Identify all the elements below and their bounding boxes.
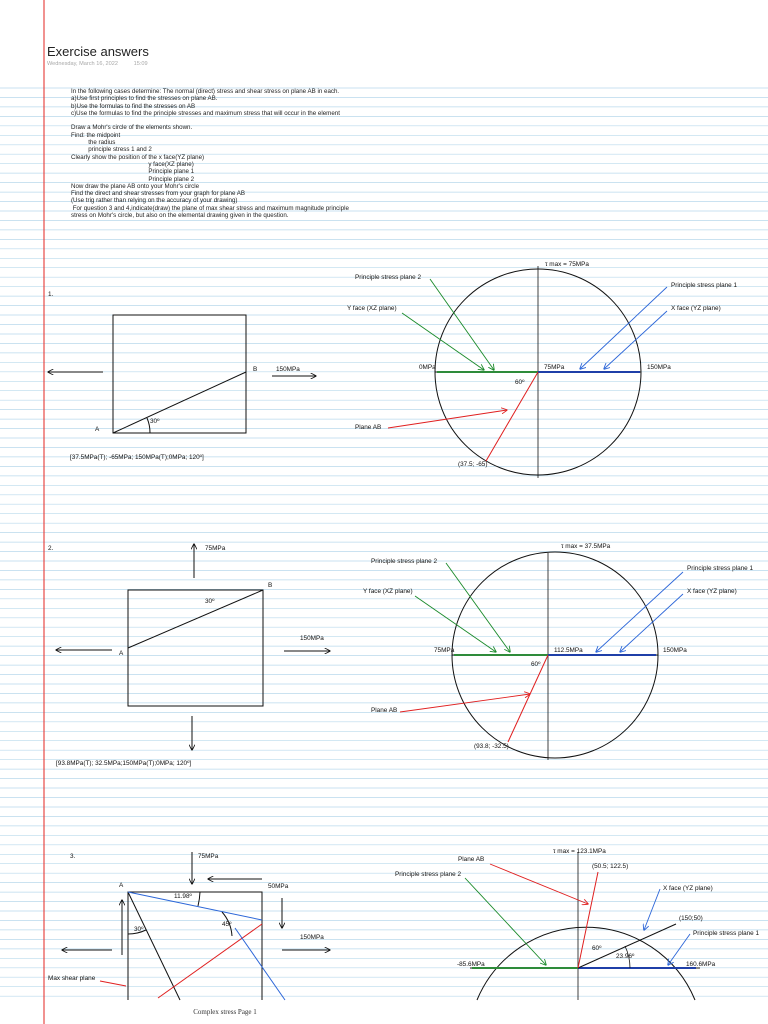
p1-element xyxy=(48,315,316,433)
p3-blue-plane xyxy=(128,892,262,920)
p3-arrow-pp2 xyxy=(465,878,546,965)
p3-left-value: -85.6MPa xyxy=(457,961,485,968)
p1-arrow-yface xyxy=(402,313,484,370)
p1-mohr-circle xyxy=(388,266,667,478)
p3-angle-2: 45º xyxy=(222,921,232,928)
p3-element xyxy=(62,852,330,1000)
page-title: Exercise answers xyxy=(47,44,149,59)
p2-tau-max: τ max = 37.5MPa xyxy=(561,543,611,550)
p1-center-value: 75MPa xyxy=(544,364,565,371)
p2-point-a: A xyxy=(119,650,124,657)
p3-arrow-planeab xyxy=(490,864,588,904)
p3-load-shear: 50MPa xyxy=(268,883,289,890)
p2-element xyxy=(56,544,330,750)
p3-right-value: 160.6MPa xyxy=(686,961,716,968)
p1-pp1-label: Principle stress plane 1 xyxy=(671,282,738,289)
p2-pp1-label: Principle stress plane 1 xyxy=(687,565,754,572)
p1-plane-ab xyxy=(113,372,246,433)
p3-point-a: A xyxy=(119,882,124,889)
instruction-line: Find the direct and shear stresses from your graph for plane AB xyxy=(71,190,246,198)
p2-load-y: 75MPa xyxy=(205,545,226,552)
p1-point-label: (37.5; -65) xyxy=(458,461,488,468)
p1-number: 1. xyxy=(48,291,54,298)
p1-tau-max: τ max = 75MPa xyxy=(545,261,589,268)
instruction-line: (Use trig rather than relying on the accuracy of your drawing) xyxy=(71,197,238,205)
p1-arrow-pp1 xyxy=(580,287,667,369)
p2-angle: 30º xyxy=(205,598,215,605)
instruction-line: Find: the midpoint xyxy=(71,131,121,139)
instruction-line: principle stress 1 and 2 xyxy=(71,146,152,154)
p2-point-label: (93.8; -32.5) xyxy=(474,743,509,750)
p2-plane-ab xyxy=(128,590,263,648)
p1-load-x: 150MPa xyxy=(276,366,300,373)
p1-pp2-label: Principle stress plane 2 xyxy=(355,274,422,281)
p3-point-x: (150;50) xyxy=(679,915,703,922)
p3-circle xyxy=(477,927,695,1000)
p3-angle-3: 30º xyxy=(134,926,144,933)
p2-arrow-yface xyxy=(415,596,496,652)
p3-angle-1: 11.98º xyxy=(174,893,192,900)
p2-element-square xyxy=(128,590,263,706)
p1-arrow-pp2 xyxy=(430,279,494,370)
instruction-line: the radius xyxy=(71,139,116,147)
instruction-line: y face(XZ plane) xyxy=(71,160,194,168)
p3-diagonal xyxy=(128,892,180,1000)
instruction-line: c)Use the formulas to find the principle stresses and maximum stress that will occur in the element xyxy=(71,109,340,117)
p3-pp2-label: Principle stress plane 2 xyxy=(395,871,462,878)
instruction-line: Principle plane 1 xyxy=(71,168,195,176)
p3-mohr-circle xyxy=(465,852,700,1000)
p3-mohr-angle-2: 23.96º xyxy=(616,953,635,960)
p3-blue-plane-2 xyxy=(235,928,285,1000)
p3-load-y: 75MPa xyxy=(198,853,219,860)
instruction-line: In the following cases determine: The normal (direct) stress and shear stress on plane AB in each. xyxy=(71,88,340,95)
p1-arrow-planeab xyxy=(388,410,507,428)
p1-mohr-angle: 60º xyxy=(515,379,525,386)
p2-answer: [93.8MPa(T); 32.5MPa;150MPa(T);0MPa; 120º] xyxy=(56,760,192,767)
p1-planeab-label: Plane AB xyxy=(355,424,382,431)
p3-mohr-angle-1: 60º xyxy=(592,945,602,952)
instruction-line: Now draw the plane AB onto your Mohr's circle xyxy=(71,182,200,190)
p3-number: 3. xyxy=(70,853,76,860)
time-text: 15:09 xyxy=(133,61,148,67)
p3-load-x: 150MPa xyxy=(300,934,324,941)
p2-right-value: 150MPa xyxy=(663,647,687,654)
p3-angle-arc-1 xyxy=(198,892,200,906)
p1-angle: 30º xyxy=(150,418,160,425)
p3-planeab-label: Plane AB xyxy=(458,856,485,863)
instruction-line: Draw a Mohr's circle of the elements shown. xyxy=(71,124,193,132)
p2-radius-ab xyxy=(508,655,548,742)
instruction-line: For question 3 and 4,indicate(draw) the plane of max shear stress and maximum magnitude principle xyxy=(71,204,349,212)
page-footer: Complex stress Page 1 xyxy=(193,1008,257,1016)
p3-max-shear-label: Max shear plane xyxy=(48,975,96,982)
p2-load-x: 150MPa xyxy=(300,635,324,642)
p2-mohr-circle xyxy=(400,552,683,760)
p1-left-value: 0MPa xyxy=(419,364,436,371)
p2-arrow-pp2 xyxy=(446,563,510,652)
p2-pp2-label: Principle stress plane 2 xyxy=(371,558,438,565)
instruction-line: Principle plane 2 xyxy=(71,175,195,183)
p2-mohr-angle: 60º xyxy=(531,661,541,668)
p1-right-value: 150MPa xyxy=(647,364,671,371)
p3-arrow-xface xyxy=(644,889,660,930)
p1-xface-label: X face (YZ plane) xyxy=(671,305,721,312)
p2-planeab-label: Plane AB xyxy=(371,707,398,714)
instruction-line: b)Use the formulas to find the stresses on AB xyxy=(71,102,196,110)
p1-answer: [37.5MPa(T); -65MPa; 150MPa(T);0MPa; 120º] xyxy=(70,454,204,461)
p3-max-shear-pointer xyxy=(100,981,126,986)
p3-radius-red xyxy=(578,872,598,968)
p2-arrow-planeab xyxy=(400,694,530,712)
p1-element-square xyxy=(113,315,246,433)
p2-xface-label: X face (YZ plane) xyxy=(687,588,737,595)
p2-point-b: B xyxy=(268,582,273,589)
p3-point-top: (50.5; 122.5) xyxy=(592,863,629,870)
p1-arrow-xface xyxy=(604,311,667,369)
p3-element-square xyxy=(128,892,262,1000)
p2-arrow-pp1 xyxy=(596,572,683,652)
p2-arrow-xface xyxy=(620,594,683,652)
p3-xface-label: X face (YZ plane) xyxy=(663,885,713,892)
instruction-line: stress on Mohr's circle, but also on the elemental drawing given in the question. xyxy=(71,212,289,220)
p2-yface-label: Y face (XZ plane) xyxy=(363,588,413,595)
p2-number: 2. xyxy=(48,545,54,552)
p1-radius-ab xyxy=(486,372,538,461)
instruction-line: a)Use first principles to find the stresses on plane AB. xyxy=(71,95,218,103)
date-text: Wednesday, March 16, 2022 xyxy=(47,61,119,67)
p1-yface-label: Y face (XZ plane) xyxy=(347,305,397,312)
p2-left-value: 75MPa xyxy=(434,647,455,654)
p3-red-plane xyxy=(158,924,262,998)
instruction-line: Clearly show the position of the x face(YZ plane) xyxy=(71,153,205,161)
p1-point-a: A xyxy=(95,426,100,433)
p1-point-b: B xyxy=(253,366,258,373)
p3-pp1-label: Principle stress plane 1 xyxy=(693,930,760,937)
p2-center-value: 112.5MPa xyxy=(554,647,583,654)
p3-tau-max: τ max = 123.1MPa xyxy=(553,848,606,855)
